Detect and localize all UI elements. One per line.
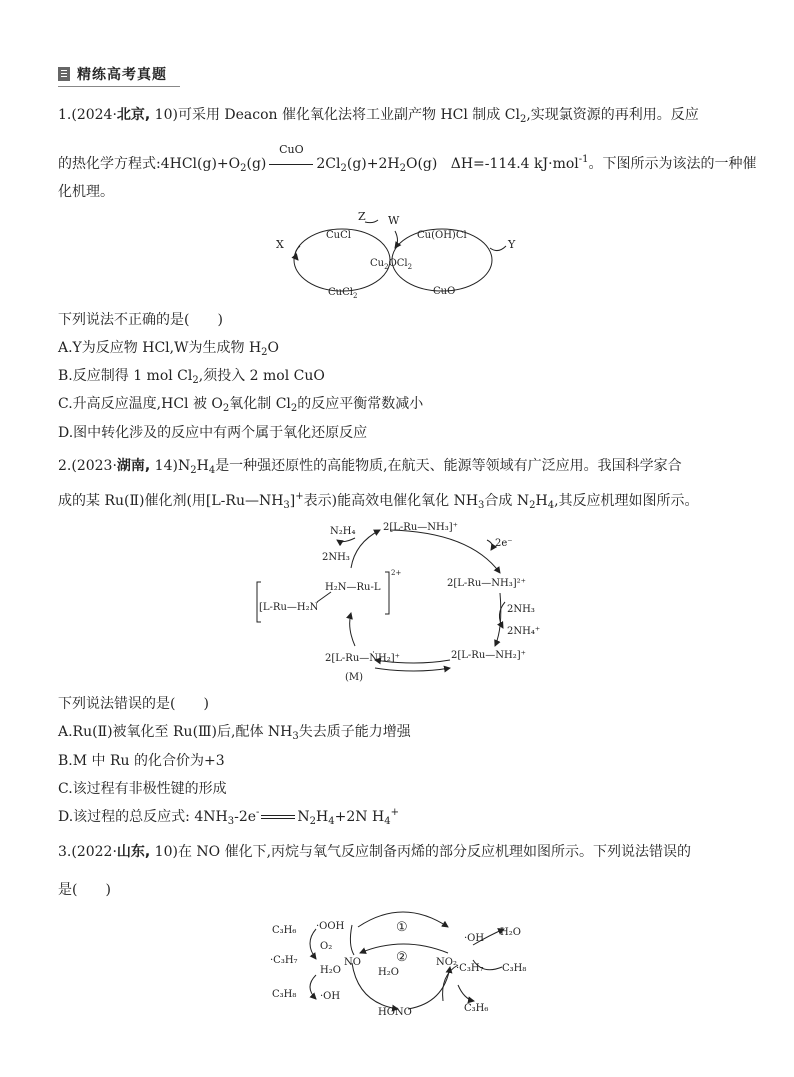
fig3-ooh: ·OOH: [316, 921, 345, 932]
q3-mechanism-figure: [268, 905, 538, 1017]
fig2-top: 2[L-Ru—NH₃]⁺: [383, 522, 458, 533]
q1-ask: 下列说法不正确的是( ): [58, 312, 223, 328]
q1-stem-line2: 的热化学方程式$:4HCl(g)+O_2(g)$ CuO $2Cl_2(g)+2H_2O(g)$ ΔH=-114.4 kJ·mol$^{-1}$。下图所示为该法的一种催: [58, 143, 757, 174]
fig2-2nh3-in: 2NH₃: [507, 604, 535, 615]
section-title: 精练高考真题: [77, 67, 167, 83]
fig3-c3h8: C₃H₈: [272, 989, 297, 1000]
fig2-2e: 2e⁻: [495, 538, 513, 549]
fig1-cucl2: CuCl$_2$: [328, 287, 358, 300]
fig1-y: Y: [508, 238, 516, 251]
q2-stem-line2: 成的某 Ru(Ⅱ)催化剂(用$[L-Ru—NH_3]^+$表示)能高效电催化氧化 $NH_3$合成 $N_2H_4$,其反应机理如图所示。: [58, 491, 699, 511]
fig2-2nh4: 2NH₄⁺: [507, 626, 541, 637]
fig2-m-label: (M): [345, 672, 364, 683]
fig2-dimer-charge: 2+: [391, 569, 402, 577]
q2-option-a: A.Ru(Ⅱ)被氧化至 Ru(Ⅲ)后,配体 $NH_3$失去质子能力增强: [58, 724, 411, 742]
fig3-c3h7: ·C₃H₇: [270, 955, 298, 966]
q2-option-b: B.M 中 Ru 的化合价为+3: [58, 753, 225, 769]
fig1-cuohcl: Cu(OH)Cl: [417, 230, 467, 241]
fig3-step2: ②: [396, 950, 408, 965]
q1-option-a: A.Y为反应物 HCl,W为生成物 $H_2O$: [58, 340, 280, 358]
fig2-n2h4: N₂H₄: [330, 526, 356, 537]
equals-sign-icon: [261, 815, 295, 819]
fig2-bottom-right: 2[L-Ru—NH₂]⁺: [451, 650, 526, 661]
fig3-c3h8-r: C₃H₈: [502, 963, 527, 974]
fig3-h2o: H₂O: [320, 965, 341, 976]
fig3-c3h6-r: C₃H₆: [464, 1003, 489, 1014]
fig3-oh-r: ·OH: [464, 933, 485, 944]
fig1-cucl: CuCl: [326, 230, 351, 241]
document-icon: [58, 67, 70, 81]
fig1-x: X: [276, 238, 284, 251]
fig3-c3h7-r: ·C₃H₇: [456, 963, 484, 974]
q2-ask: 下列说法错误的是( ): [58, 696, 209, 712]
fig1-z: Z: [358, 210, 366, 223]
q1-stem-line3: 化机理。: [58, 184, 114, 200]
q2-mechanism-figure: [255, 518, 555, 686]
fig1-cuo: CuO: [433, 286, 456, 297]
catalyst-arrow: CuO: [266, 155, 316, 173]
fig3-no2: NO₂: [436, 957, 457, 968]
q2-option-d: D.该过程的总反应式: $4NH_3-2e^-$ $N_2H_4+2N$ $H_4^+$: [58, 807, 399, 827]
fig1-w: W: [388, 214, 400, 227]
fig2-m: 2[L-Ru—ṄH₂]⁺: [325, 653, 400, 664]
fig3-h2o-mid: H₂O: [378, 967, 399, 978]
q1-mechanism-figure: [270, 208, 530, 300]
q1-option-c: C.升高反应温度,HCl 被 $O_2$氧化制 $Cl_2$的反应平衡常数减小: [58, 396, 424, 414]
fig3-c3h6: C₃H₆: [272, 925, 297, 936]
q2-stem-line1: 2.(2023·湖南, $14)N_2H_4$是一种强还原性的高能物质,在航天、能源等领域有广泛应用。我国科学家合: [58, 458, 682, 476]
fig3-o2: O₂: [320, 941, 333, 952]
fig3-no: NO: [344, 957, 361, 968]
fig3-step1: ①: [396, 920, 408, 935]
fig1-cu2ocl2: $Cu_2OCl_2$: [370, 258, 413, 271]
q1-option-d: D.图中转化涉及的反应中有两个属于氧化还原反应: [58, 425, 368, 441]
fig2-dimer-1: H₂N—Ru-L: [325, 582, 381, 593]
q1-stem-line1: 1.(2024·北京, 10)可采用 Deacon 催化氧化法将工业副产物 HCl 制成 $Cl_2$,实现氯资源的再利用。反应: [58, 107, 699, 125]
q3-stem-line1: 3.(2022·山东, 10)在 NO 催化下,丙烷与氧气反应制备丙烯的部分反应机理如图所示。下列说法错误的: [58, 844, 692, 860]
section-header: [58, 64, 180, 87]
fig2-dimer-2: [L-Ru—H₂N: [259, 602, 319, 613]
q3-stem-line2: 是( ): [58, 882, 111, 898]
fig3-hono: HONO: [378, 1007, 412, 1017]
fig2-2nh3-out: 2NH₃: [322, 552, 350, 563]
fig3-oh: ·OH: [320, 991, 341, 1002]
q1-option-b: B.反应制得 1 mol $Cl_2$,须投入 2 mol CuO: [58, 368, 325, 386]
q2-option-c: C.该过程有非极性键的形成: [58, 781, 227, 797]
fig2-right: 2[L-Ru—NH₃]²⁺: [447, 578, 526, 589]
fig3-h2o-r: H₂O: [500, 927, 521, 938]
